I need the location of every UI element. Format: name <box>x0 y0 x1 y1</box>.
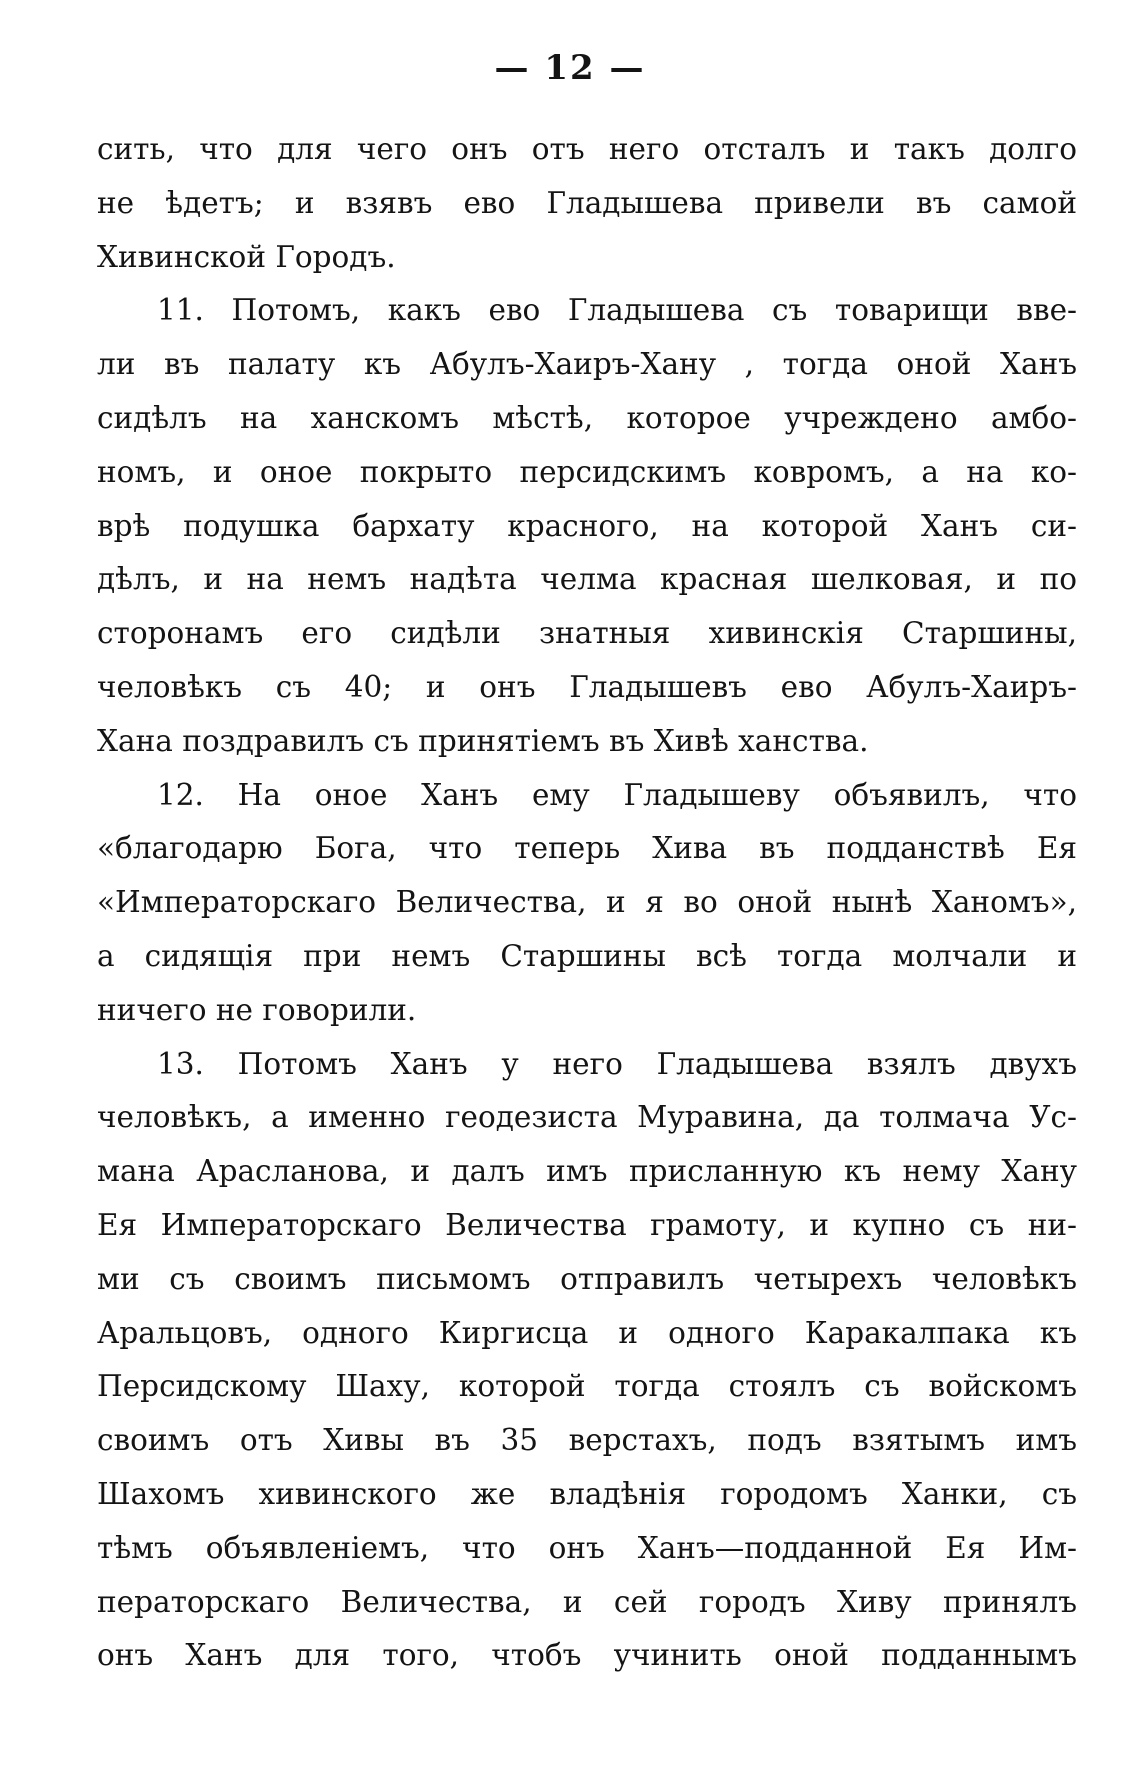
text-line: 11. Потомъ, какъ ево Гладышева съ товарищи вве- <box>157 293 1077 328</box>
paragraph-12 <box>97 769 1077 1038</box>
text-line: ли въ палату къ Абулъ-Хаиръ-Хану , тогда оной Ханъ <box>97 347 1077 382</box>
text-line: «Императорскаго Величества, и я во оной нынѣ Ханомъ», <box>97 885 1077 920</box>
text-line: 13. Потомъ Ханъ у него Гладышева взялъ двухъ <box>157 1046 1077 1081</box>
text-line: человѣкъ, а именно геодезиста Муравина, да толмача Ус- <box>97 1100 1077 1135</box>
page-number: — 12 — <box>494 48 646 88</box>
text-line: номъ, и оное покрыто персидскимъ ковромъ, а на ко- <box>97 454 1077 489</box>
text-line: ничего не говорили. <box>97 992 417 1027</box>
text-line: сидѣлъ на ханскомъ мѣстѣ, которое учреждено амбо- <box>97 400 1077 435</box>
text-line: не ѣдетъ; и взявъ ево Гладышева привели въ самой <box>97 185 1077 220</box>
text-line: 12. На оное Ханъ ему Гладышеву объявилъ, что <box>157 777 1077 812</box>
text-line: Ея Императорскаго Величества грамоту, и купно съ ни- <box>97 1207 1077 1242</box>
text-line: своимъ отъ Хивы въ 35 верстахъ, подъ взятымъ имъ <box>97 1423 1077 1458</box>
text-line: врѣ подушка бархату красного, на которой Ханъ си- <box>97 508 1077 543</box>
paragraph-13 <box>97 1038 1077 1684</box>
body-text <box>97 123 1077 1683</box>
text-line: ми съ своимъ письмомъ отправилъ четырехъ человѣкъ <box>97 1261 1077 1296</box>
text-line: Аральцовъ, одного Киргисца и одного Каракалпака къ <box>97 1315 1077 1350</box>
text-line: мана Арасланова, и далъ имъ присланную къ нему Хану <box>97 1154 1077 1189</box>
text-line: а сидящія при немъ Старшины всѣ тогда молчали и <box>97 938 1077 973</box>
text-line: сить, что для чего онъ отъ него отсталъ и такъ долго <box>97 132 1077 166</box>
text-line: тѣмъ объявленіемъ, что онъ Ханъ—подданной Ея Им- <box>97 1530 1077 1565</box>
text-line: ператорскаго Величества, и сей городъ Хиву принялъ <box>97 1584 1077 1619</box>
text-line: Хана поздравилъ съ принятіемъ въ Хивѣ ханства. <box>97 723 869 758</box>
paragraph-continuation <box>97 123 1077 284</box>
text-line: человѣкъ съ 40; и онъ Гладышевъ ево Абулъ-Хаиръ- <box>97 669 1077 704</box>
text-line: «благодарю Бога, что теперь Хива въ подданствѣ Ея <box>97 831 1077 866</box>
text-line: Хивинской Городъ. <box>97 239 396 274</box>
text-line: онъ Ханъ для того, чтобъ учинить оной подданнымъ <box>97 1638 1077 1673</box>
paragraph-11 <box>97 284 1077 768</box>
text-line: дѣлъ, и на немъ надѣта челма красная шелковая, и по <box>97 562 1077 597</box>
text-line: Персидскому Шаху, которой тогда стоялъ съ войскомъ <box>97 1369 1077 1404</box>
text-line: сторонамъ его сидѣли знатныя хивинскія Старшины, <box>97 616 1077 651</box>
text-line: Шахомъ хивинского же владѣнія городомъ Ханки, съ <box>97 1476 1077 1511</box>
